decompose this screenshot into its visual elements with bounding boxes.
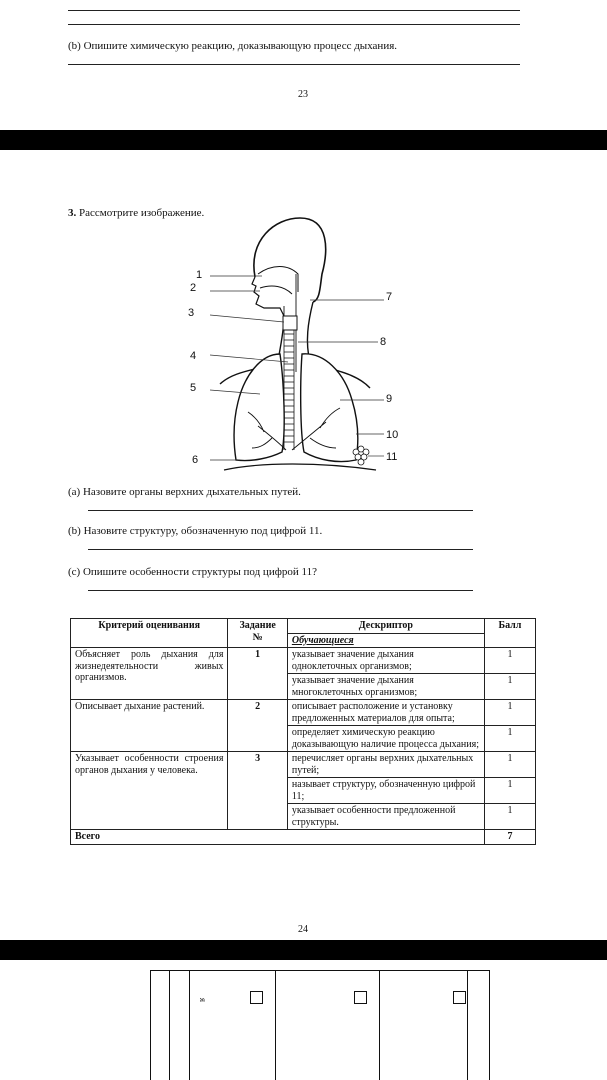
- criterion-cell: Указывает особенности строения органов дыхания у человека.: [71, 752, 228, 830]
- checkbox[interactable]: [250, 991, 263, 1004]
- descriptor-cell: определяет химическую реакцию доказывающую наличие процесса дыхания;: [287, 726, 484, 752]
- page-23: [0, 0, 607, 130]
- table-divider: [275, 971, 276, 1080]
- answer-line: [88, 510, 473, 511]
- question-b-text: (b) Назовите структуру, обозначенную под цифрой 11.: [68, 525, 323, 537]
- question-b-text: (b) Опишите химическую реакцию, доказывающую процесс дыхания.: [68, 40, 398, 52]
- task-heading-text: Рассмотрите изображение.: [79, 207, 205, 219]
- answer-line: [68, 64, 520, 65]
- diagram-label-5: 5: [190, 382, 197, 394]
- criterion-cell: Описывает дыхание растений.: [71, 700, 228, 752]
- cell-mark: я: [198, 997, 209, 1003]
- diagram-label-2: 2: [190, 282, 197, 294]
- page-number: 23: [298, 89, 308, 100]
- question-a-text: (a) Назовите органы верхних дыхательных путей.: [68, 486, 301, 498]
- descriptor-cell: указывает значение дыхания одноклеточных организмов;: [287, 648, 484, 674]
- table-divider: [169, 971, 170, 1080]
- header-score: Балл: [484, 619, 535, 648]
- table-row: [71, 752, 536, 778]
- task-number: 3.: [68, 207, 77, 219]
- table-divider: [379, 971, 380, 1080]
- checkbox[interactable]: [354, 991, 367, 1004]
- page-number: 24: [298, 924, 308, 935]
- header-criterion: Критерий оценивания: [71, 619, 228, 648]
- answer-line: [68, 24, 520, 25]
- score-cell: 1: [484, 752, 535, 778]
- answer-line: [88, 590, 473, 591]
- diagram-label-6: 6: [192, 454, 199, 466]
- diagram-label-1: 1: [196, 269, 203, 281]
- descriptor-cell: перечисляет органы верхних дыхательных путей;: [287, 752, 484, 778]
- descriptor-cell: указывает особенности предложенной структуры.: [287, 804, 484, 830]
- diagram-label-10: 10: [386, 429, 399, 441]
- table-divider: [189, 971, 190, 1080]
- respiratory-system-illustration: [180, 212, 420, 472]
- diagram-label-11: 11: [386, 451, 398, 463]
- header-descriptor: Дескриптор: [287, 619, 484, 634]
- total-score: 7: [484, 830, 535, 845]
- score-cell: 1: [484, 700, 535, 726]
- page-24: [0, 150, 607, 940]
- answer-line: [68, 10, 520, 11]
- diagram-label-9: 9: [386, 393, 393, 405]
- form-table: [150, 970, 490, 1080]
- table-header-row: [71, 619, 536, 634]
- total-row: [71, 830, 536, 845]
- page-25-fragment: [0, 960, 607, 1080]
- descriptor-cell: называет структуру, обозначенную цифрой 11;: [287, 778, 484, 804]
- diagram-label-4: 4: [190, 350, 197, 362]
- score-cell: 1: [484, 726, 535, 752]
- diagram-label-3: 3: [188, 307, 195, 319]
- question-c-text: (c) Опишите особенности структуры под цифрой 11?: [68, 566, 317, 578]
- header-task-no-line2: №: [252, 631, 263, 643]
- score-cell: 1: [484, 778, 535, 804]
- header-task-no: [228, 619, 287, 648]
- checkbox[interactable]: [453, 991, 466, 1004]
- descriptor-cell: описывает расположение и установку предложенных материалов для опыта;: [287, 700, 484, 726]
- answer-line: [88, 549, 473, 550]
- diagram-label-8: 8: [380, 336, 387, 348]
- header-task-no-line1: Задание: [239, 620, 276, 631]
- header-descriptor-sub: Обучающиеся: [287, 633, 484, 648]
- descriptor-cell: указывает значение дыхания многоклеточных организмов;: [287, 674, 484, 700]
- score-cell: 1: [484, 674, 535, 700]
- total-label: Всего: [71, 830, 485, 845]
- score-cell: 1: [484, 804, 535, 830]
- rubric-table: [70, 618, 536, 845]
- table-row: [71, 648, 536, 674]
- task-number-cell: 2: [228, 700, 287, 752]
- criterion-cell: Объясняет роль дыхания для жизнедеятельности живых организмов.: [71, 648, 228, 700]
- table-divider: [467, 971, 468, 1080]
- diagram-label-7: 7: [386, 291, 393, 303]
- task-number-cell: 1: [228, 648, 287, 700]
- score-cell: 1: [484, 648, 535, 674]
- table-row: [71, 700, 536, 726]
- task-number-cell: 3: [228, 752, 287, 830]
- respiratory-system-diagram: [180, 212, 420, 472]
